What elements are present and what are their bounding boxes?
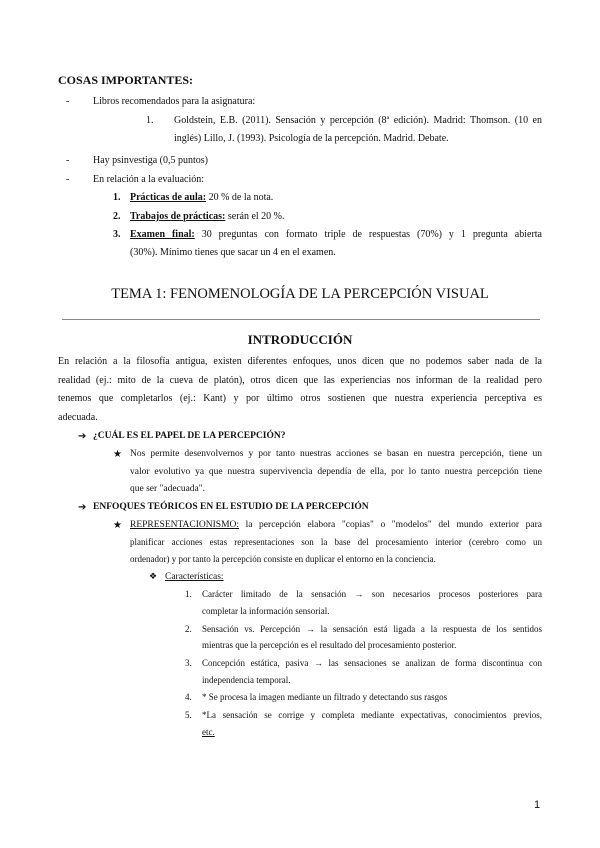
evaluation-item xyxy=(130,192,273,203)
paragraph-line: valor evolutivo ya que nuestra supervivencia dependía de ella, por lo tanto nuestra percepción tiene xyxy=(130,467,542,477)
diamond-bullet-icon: ❖ xyxy=(149,572,158,582)
list-bullet: - xyxy=(66,96,70,107)
list-number: 3. xyxy=(185,658,192,668)
page-number: 1 xyxy=(534,799,541,811)
list-item: Carácter limitado de la sensación → son necesarios procesos posteriores para xyxy=(202,589,542,599)
list-number: 4. xyxy=(185,692,192,702)
book-reference-line: inglés) Lillo, J. (1993). Psicología de la percepción. Madrid. Debate. xyxy=(174,133,449,144)
list-number: 1. xyxy=(185,589,192,599)
list-number: 1. xyxy=(146,115,154,126)
star-bullet-icon: ★ xyxy=(113,520,122,531)
list-item-continuation: independencia temporal. xyxy=(202,675,291,685)
paragraph-line: En relación a la filosofía antigua, existen diferentes enfoques, unos dicen que no podemos saber nada de la xyxy=(58,356,542,367)
star-bullet-icon: ★ xyxy=(113,449,122,460)
paragraph-line xyxy=(130,520,542,530)
term-representacionismo: REPRESENTACIONISMO: xyxy=(130,520,240,530)
book-reference-line: Goldstein, E.B. (2011). Sensación y percepción (8ª edición). Madrid: Thomson. (10 en xyxy=(174,115,542,126)
evaluation-item xyxy=(130,229,542,240)
evaluation-text: serán el 20 %. xyxy=(225,211,285,222)
list-item: Concepción estática, pasiva → las sensaciones se analizan de forma discontinua con xyxy=(202,658,542,668)
divider xyxy=(62,319,540,320)
list-item: En relación a la evaluación: xyxy=(93,174,205,185)
list-bullet: - xyxy=(66,174,70,185)
list-item-continuation: etc. xyxy=(202,727,215,737)
list-number: 2. xyxy=(185,624,192,634)
term-definition: la percepción elabora "copias" o "modelos" del mundo exterior para xyxy=(239,520,542,530)
subsection-heading-enfoques: ENFOQUES TEÓRICOS EN EL ESTUDIO DE LA PERCEPCIÓN xyxy=(93,502,369,512)
list-item: Hay psinvestiga (0,5 puntos) xyxy=(93,155,208,166)
evaluation-label: Examen final: xyxy=(130,229,195,240)
paragraph-line: tenemos que completarlos (ej.: Kant) y por último otros sostienen que nuestra experiencia perceptiva es xyxy=(58,393,542,404)
list-number: 5. xyxy=(185,710,192,720)
list-item-continuation: completar la información sensorial. xyxy=(202,606,330,616)
list-number: 2. xyxy=(113,211,121,222)
arrow-bullet-icon: ➔ xyxy=(78,502,87,513)
evaluation-label: Prácticas de aula: xyxy=(130,192,207,203)
subsection-heading-papel: ¿CUÁL ES EL PAPEL DE LA PERCEPCIÓN? xyxy=(93,431,286,441)
list-item: Sensación vs. Percepción → la sensación está ligada a la respuesta de los sentidos xyxy=(202,624,542,634)
paragraph-line: ordenador) y por tanto la percepción consiste en duplicar el entorno en la conciencia. xyxy=(130,554,436,564)
arrow-bullet-icon: ➔ xyxy=(78,431,87,442)
evaluation-item xyxy=(130,211,285,222)
chapter-title: TEMA 1: FENOMENOLOGÍA DE LA PERCEPCIÓN VISUAL xyxy=(111,286,489,302)
section-title-introduccion: INTRODUCCIÓN xyxy=(247,332,353,347)
list-item: Libros recomendados para la asignatura: xyxy=(93,96,256,107)
evaluation-text: 30 preguntas con formato triple de respuestas (70%) y 1 pregunta abierta xyxy=(194,229,542,240)
list-item: * Se procesa la imagen mediante un filtrado y detectando sus rasgos xyxy=(202,692,448,702)
paragraph-line: planificar acciones estas representaciones son la base del procesamiento interior (cerebro como un xyxy=(130,537,542,547)
list-number: 3. xyxy=(113,229,121,240)
evaluation-text: 20 % de la nota. xyxy=(206,192,274,203)
paragraph-line: Nos permite desenvolvernos y por tanto nuestras acciones se basan en nuestra percepción, tiene un xyxy=(130,449,542,459)
characteristics-heading: Características: xyxy=(165,572,224,582)
paragraph-line: que ser "adecuada". xyxy=(130,484,206,494)
list-item-continuation: mientras que la percepción es el resultado del procesamiento posterior. xyxy=(202,640,457,650)
section-heading-cosas: COSAS IMPORTANTES: xyxy=(58,73,194,87)
list-item: *La sensación se corrige y completa mediante expectativas, conocimientos previos, xyxy=(202,710,542,720)
paragraph-line: adecuada. xyxy=(58,412,98,423)
paragraph-line: realidad (ej.: mito de la cueva de platón), otros dicen que las experiencias nos informan de la realidad pero xyxy=(58,375,542,386)
evaluation-label: Trabajos de prácticas: xyxy=(130,211,226,222)
list-number: 1. xyxy=(113,192,121,203)
evaluation-text-continuation: (30%). Mínimo tienes que sacar un 4 en el examen. xyxy=(130,247,336,258)
list-bullet: - xyxy=(66,155,70,166)
